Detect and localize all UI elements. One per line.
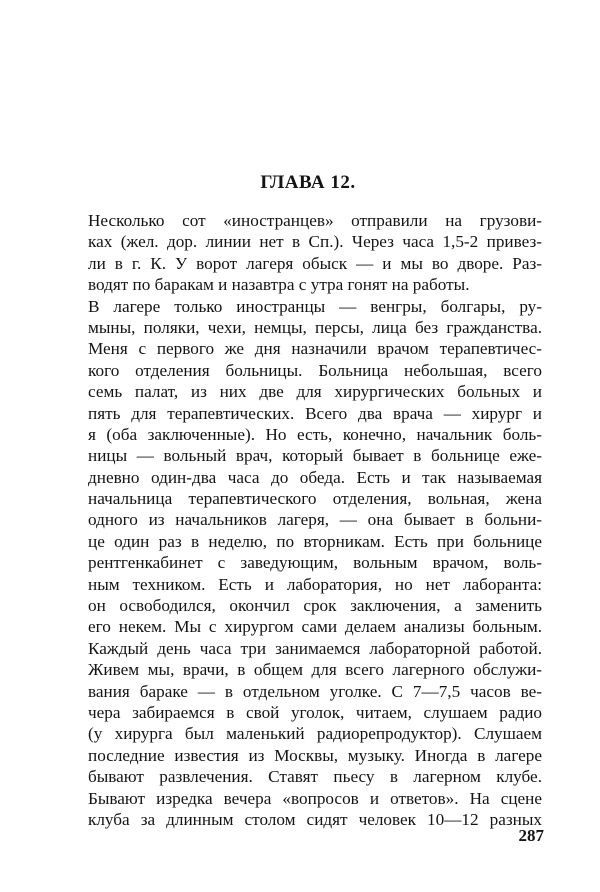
text-line: семь палат, из них две для хирургических больных и bbox=[88, 382, 542, 402]
text-line: клуба за длинным столом сидят человек 10—12 разных bbox=[88, 809, 542, 829]
text-line: водят по баракам и назавтра с утра гонят на работы. bbox=[88, 275, 470, 295]
text-line: Бывают изредка вечера «вопросов и ответов». На сцене bbox=[88, 788, 542, 808]
text-line: ли в г. К. У ворот лагеря обыск — и мы во дворе. Раз- bbox=[88, 253, 542, 273]
text-line: дневно один-два часа до обеда. Есть и так называемая bbox=[88, 467, 542, 487]
text-line: одного из начальников лагеря, — она бывает в больни- bbox=[88, 510, 542, 530]
text-line: Каждый день часа три занимаемся лабораторной работой. bbox=[88, 638, 542, 658]
text-line: Несколько сот «иностранцев» отправили на грузови- bbox=[88, 211, 542, 230]
page-number: 287 bbox=[518, 826, 544, 845]
text-line: вания бараке — в отдельном уголке. С 7—7,5 часов ве- bbox=[88, 681, 542, 701]
text-line: Меня с первого же дня назначили врачом терапевтичес- bbox=[88, 339, 542, 359]
text-line: рентгенкабинет с заведующим, вольным врачом, воль- bbox=[88, 553, 542, 573]
text-line: (у хирурга был маленький радиорепродуктор). Слушаем bbox=[88, 724, 542, 744]
body-text bbox=[88, 210, 542, 830]
text-line: последние известия из Москвы, музыку. Иногда в лагере bbox=[88, 745, 542, 765]
text-line: я (оба заключенные). Но есть, конечно, начальник боль- bbox=[88, 424, 542, 444]
text-line: бывают развлечения. Ставят пьесу в лагерном клубе. bbox=[88, 767, 542, 787]
text-line: ницы — вольный врач, который бывает в больнице еже- bbox=[88, 446, 542, 466]
text-line: его некем. Мы с хирургом сами делаем анализы больным. bbox=[88, 617, 542, 637]
text-line: он освободился, окончил срок заключения, а заменить bbox=[88, 596, 542, 616]
text-line: це один раз в неделю, по вторникам. Есть при больнице bbox=[88, 531, 542, 551]
chapter-title: ГЛАВА 12. bbox=[260, 172, 356, 193]
text-line: ным техником. Есть и лаборатория, но нет лаборанта: bbox=[88, 574, 542, 594]
text-line: пять для терапевтических. Всего два врача — хирург и bbox=[88, 403, 542, 423]
text-line: Живем мы, врачи, в общем для всего лагерного обслужи- bbox=[88, 660, 542, 680]
text-line: начальница терапевтического отделения, вольная, жена bbox=[88, 489, 542, 509]
text-line: мыны, поляки, чехи, немцы, персы, лица без гражданства. bbox=[88, 317, 542, 337]
text-line: В лагере только иностранцы — венгры, болгары, ру- bbox=[88, 296, 542, 316]
text-line: чера забираемся в свой уголок, читаем, слушаем радио bbox=[88, 702, 542, 722]
text-line: ках (жел. дор. линии нет в Сп.). Через часа 1,5-2 привез- bbox=[88, 232, 542, 252]
text-line: кого отделения больницы. Больница небольшая, всего bbox=[88, 360, 542, 380]
